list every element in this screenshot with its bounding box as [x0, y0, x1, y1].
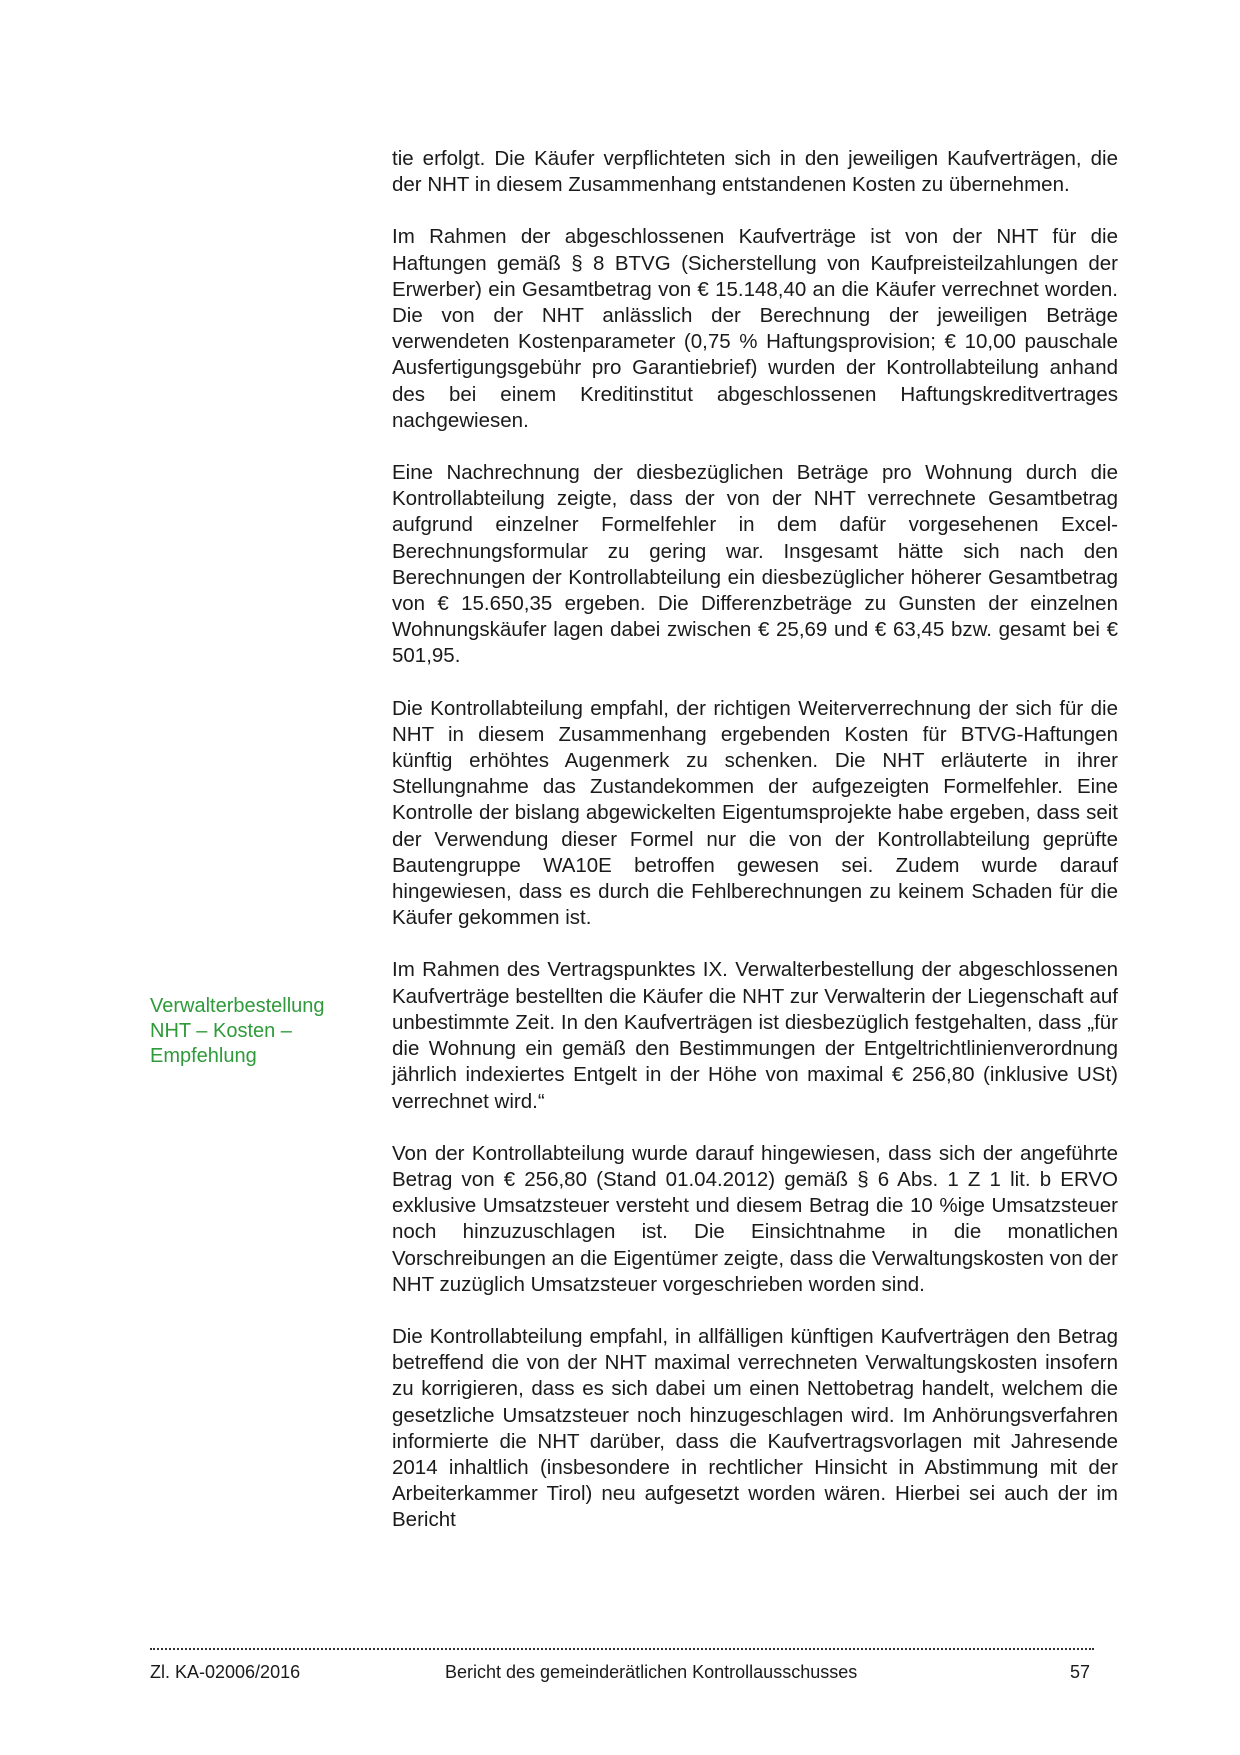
- page-number: 57: [1070, 1662, 1091, 1682]
- margin-note-line-2: NHT – Kosten –: [150, 1020, 292, 1042]
- margin-note-line-1: Verwalterbestellung: [150, 995, 325, 1017]
- main-text-column: [392, 146, 1118, 1560]
- footer-reference: Zl. KA-02006/2016: [150, 1662, 301, 1682]
- footer-divider: [150, 1648, 1094, 1650]
- paragraph-1: tie erfolgt. Die Käufer verpflichteten sich in den jeweiligen Kaufverträgen, die der NHT in diesem Zusammenhang entstandenen Kosten zu übernehmen.: [392, 147, 1118, 197]
- footer-title: Bericht des gemeinderätlichen Kontrollausschusses: [445, 1662, 858, 1682]
- paragraph-7: Die Kontrollabteilung empfahl, in allfälligen künftigen Kaufverträgen den Betrag betreffend die von der NHT maximal verrechneten Verwaltungskosten insofern zu korrigieren, dass es sich dabei um einen Nettobetrag handelt, welchem die gesetzliche Umsatzsteuer noch hinzugeschlagen wird. Im Anhörungsverfahren informierte die NHT darüber, dass die Kaufvertragsvorlagen mit Jahresende 2014 inhaltlich (insbesondere in rechtlicher Hinsicht in Abstimmung mit der Arbeiterkammer Tirol) neu aufgesetzt worden wären. Hierbei sei auch der im Bericht: [392, 1324, 1118, 1532]
- paragraph-6: Von der Kontrollabteilung wurde darauf hingewiesen, dass sich der angeführte Betrag von € 256,80 (Stand 01.04.2012) gemäß § 6 Abs. 1 Z 1 lit. b ERVO exklusive Umsatzsteuer versteht und diesem Betrag die 10 %ige Umsatzsteuer noch hinzuzuschlagen ist. Die Einsichtnahme in die monatlichen Vorschreibungen an die Eigentümer zeigte, dass die Verwaltungskosten von der NHT zuzüglich Umsatzsteuer vorgeschrieben worden sind.: [392, 1141, 1118, 1296]
- paragraph-5: Im Rahmen des Vertragspunktes IX. Verwalterbestellung der abgeschlossenen Kaufverträge bestellten die Käufer die NHT zur Verwalterin der Liegenschaft auf unbestimmte Zeit. In den Kaufverträgen ist diesbezüglich festgehalten, dass „für die Wohnung ein gemäß den Bestimmungen der Entgeltrichtlinienverordnung jährlich indexiertes Entgelt in der Höhe von maximal € 256,80 (inklusive USt) verrechnet wird.“: [392, 958, 1118, 1113]
- paragraph-2: Im Rahmen der abgeschlossenen Kaufverträge ist von der NHT für die Haftungen gemäß § 8 BTVG (Sicherstellung von Kaufpreisteilzahlungen der Erwerber) ein Gesamtbetrag von € 15.148,40 an die Käufer verrechnet worden. Die von der NHT anlässlich der Berechnung der jeweiligen Beträge verwendeten Kostenparameter (0,75 % Haftungsprovision; € 10,00 pauschale Ausfertigungsgebühr pro Garantiebrief) wurden der Kontrollabteilung anhand des bei einem Kreditinstitut abgeschlossenen Haftungskreditvertrages nachgewiesen.: [392, 225, 1118, 432]
- margin-note: [150, 994, 350, 1069]
- paragraph-3: Eine Nachrechnung der diesbezüglichen Beträge pro Wohnung durch die Kontrollabteilung zeigte, dass der von der NHT verrechnete Gesamtbetrag aufgrund einzelner Formelfehler in dem dafür vorgesehenen Excel-Berechnungsformular zu gering war. Insgesamt hätte sich nach den Berechnungen der Kontrollabteilung ein diesbezüglicher höherer Gesamtbetrag von € 15.650,35 ergeben. Die Differenzbeträge zu Gunsten der einzelnen Wohnungskäufer lagen dabei zwischen € 25,69 und € 63,45 bzw. gesamt bei € 501,95.: [392, 461, 1118, 668]
- margin-note-line-3: Empfehlung: [150, 1045, 257, 1067]
- paragraph-4: Die Kontrollabteilung empfahl, der richtigen Weiterverrechnung der sich für die NHT in diesem Zusammenhang ergebenden Kosten für BTVG-Haftungen künftig erhöhtes Augenmerk zu schenken. Die NHT erläuterte in ihrer Stellungnahme das Zustandekommen der aufgezeigten Formelfehler. Eine Kontrolle der bislang abgewickelten Eigentumsprojekte habe ergeben, dass seit der Verwendung dieser Formel nur die von der Kontrollabteilung geprüfte Bautengruppe WA10E betroffen gewesen sei. Zudem wurde darauf hingewiesen, dass es durch die Fehlberechnungen zu keinem Schaden für die Käufer gekommen ist.: [392, 696, 1118, 930]
